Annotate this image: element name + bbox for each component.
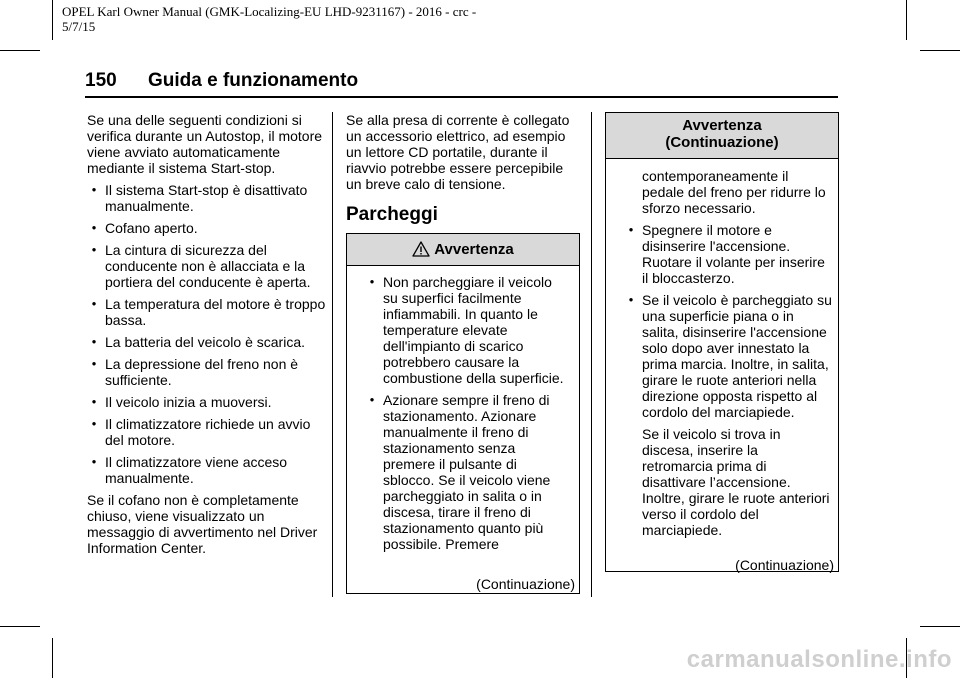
section-heading: Parcheggi [346, 204, 438, 225]
bullet-dot: ● [91, 359, 97, 368]
bullet-dot: ● [91, 299, 97, 308]
bullet-item [87, 394, 327, 410]
warning-content [624, 168, 832, 538]
column-1 [87, 112, 327, 556]
intro-paragraph: Se una delle seguenti condizioni si verifica durante un Autostop, il motore viene avviato automaticamente mediante il sistema Start-stop. [87, 112, 323, 176]
page-number: 150 [85, 70, 117, 91]
bullet-text: Non parcheggiare il veicolo su superfici facilmente infiammabili. In quanto le temperature elevate dell'impianto di scarico potrebbero causare la combustione della superficie. [383, 274, 564, 386]
crop-mark [52, 638, 53, 678]
bullet-text: Azionare sempre il freno di stazionamento. Azionare manualmente il freno di stazionamento senza premere il pulsante di sblocco. Se il veicolo viene parcheggiato in salita o in discesa, tirare il freno di stazionamento quanto più possibile. Premere [383, 392, 551, 552]
bullet-dot: ● [91, 223, 97, 232]
bullet-dot: ● [91, 185, 97, 194]
column-separator [332, 112, 333, 597]
bullet-item [624, 292, 832, 420]
bullet-text: La cintura di sicurezza del conducente non è allacciata e la portiera del conducente è aperta. [105, 242, 311, 290]
bullet-item [87, 416, 327, 448]
warning-list [624, 222, 832, 420]
warning-tail: Se il veicolo si trova in discesa, inserire la retromarcia prima di disattivare l’accensione. Inoltre, girare le ruote anteriori verso il cordolo del marciapiede. [642, 426, 830, 538]
warning-title: Avvertenza [682, 117, 762, 134]
bullet-text: Spegnere il motore e disinserire l'accensione. Ruotare il volante per inserire il bloccasterzo. [642, 222, 825, 286]
bullet-item [365, 274, 565, 386]
bullet-dot: ● [369, 395, 375, 404]
bullet-item [87, 454, 327, 486]
warning-header [606, 113, 838, 159]
watermark: carmanualsonline.info [686, 646, 952, 673]
bullet-item [87, 334, 327, 350]
bullet-text: Il climatizzatore viene acceso manualmente. [105, 454, 288, 486]
warning-box-continued [605, 112, 839, 572]
crop-mark [906, 0, 907, 40]
continued-label: (Continuazione) [476, 576, 575, 592]
warning-list [365, 274, 565, 552]
header-rule [85, 96, 838, 98]
bullet-dot: ● [91, 419, 97, 428]
warning-box [346, 233, 580, 594]
bullet-text: La batteria del veicolo è scarica. [105, 334, 305, 350]
bullet-item [87, 296, 327, 328]
column-2 [346, 112, 582, 223]
warning-title: Avvertenza [434, 241, 514, 258]
crop-mark [920, 50, 960, 51]
bullet-item [624, 222, 832, 286]
bullet-dot: ● [91, 245, 97, 254]
bullet-item [87, 220, 327, 236]
bullet-text: Se il veicolo è parcheggiato su una superficie piana o in salita, disinserire l'accensione solo dopo aver innestato la prima marcia. Inoltre, in salita, girare le ruote anteriori nella direzione opposta rispetto al cordolo del marciapiede. [642, 292, 832, 420]
bullet-dot: ● [628, 225, 634, 234]
bullet-dot: ● [91, 337, 97, 346]
bullet-text: La depressione del freno non è sufficiente. [105, 356, 299, 388]
crop-mark [0, 50, 40, 51]
bullet-text: Cofano aperto. [105, 220, 198, 236]
column-separator [591, 112, 592, 597]
bullet-item [87, 356, 327, 388]
bullet-item [87, 182, 327, 214]
bullet-text: Il sistema Start-stop è disattivato manualmente. [105, 182, 308, 214]
document-meta: OPEL Karl Owner Manual (GMK-Localizing-EU LHD-9231167) - 2016 - crc - 5/7/15 [62, 4, 477, 34]
warning-header [347, 234, 579, 266]
outro-paragraph: Se il cofano non è completamente chiuso, viene visualizzato un messaggio di avvertimento nel Driver Information Center. [87, 492, 318, 556]
condition-list [87, 182, 327, 486]
crop-mark [52, 0, 53, 40]
bullet-dot: ● [369, 277, 375, 286]
bullet-text: La temperatura del motore è troppo bassa. [105, 296, 326, 328]
bullet-item [87, 242, 327, 290]
warning-lead: contemporaneamente il pedale del freno per ridurre lo sforzo necessario. [642, 168, 826, 216]
crop-mark [920, 626, 960, 627]
crop-mark [0, 626, 40, 627]
continued-label: (Continuazione) [735, 557, 834, 573]
power-outlet-paragraph: Se alla presa di corrente è collegato un accessorio elettrico, ad esempio un lettore CD portatile, durante il riavvio potrebbe essere percepibile un breve calo di tensione. [346, 112, 570, 192]
bullet-text: Il climatizzatore richiede un avvio del motore. [105, 416, 311, 448]
warning-triangle-icon [412, 241, 430, 257]
bullet-text: Il veicolo inizia a muoversi. [105, 394, 272, 410]
bullet-item [365, 392, 565, 552]
chapter-title: Guida e funzionamento [148, 70, 359, 91]
bullet-dot: ● [91, 397, 97, 406]
warning-subtitle: (Continuazione) [665, 134, 779, 151]
bullet-dot: ● [91, 457, 97, 466]
bullet-dot: ● [628, 295, 634, 304]
